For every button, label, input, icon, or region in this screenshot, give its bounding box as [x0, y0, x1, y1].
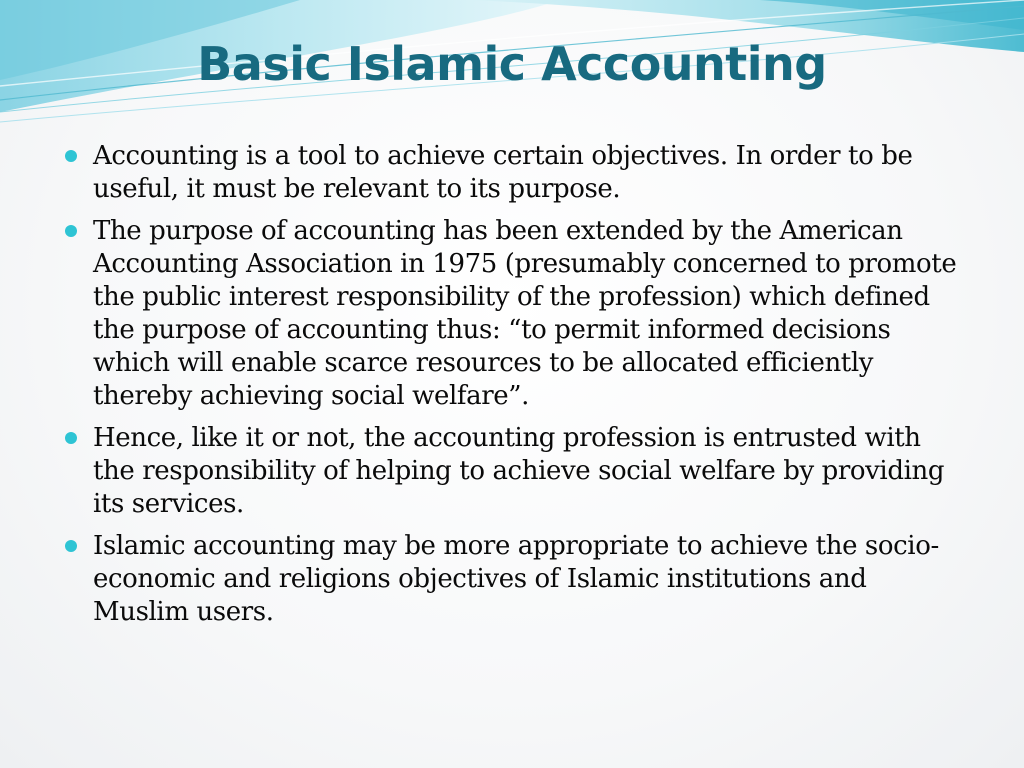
bullet-item	[62, 215, 967, 413]
bullet-item	[62, 530, 967, 629]
bullet-item	[62, 140, 967, 206]
bullet-text: Accounting is a tool to achieve certain objectives. In order to be useful, it must be relevant to its purpose.	[93, 141, 913, 204]
bullet-dot-icon	[65, 225, 77, 237]
bullet-item	[62, 422, 967, 521]
bullet-text: The purpose of accounting has been extended by the American Accounting Association in 1975 (presumably concerned to promote the public interest responsibility of the profession) which defined the purpose of accounting thus: “to permit informed decisions which will enable scarce resources to be allocated efficiently thereby achieving social welfare”.	[93, 216, 957, 411]
bullet-list	[62, 140, 967, 638]
bullet-dot-icon	[65, 540, 77, 552]
bullet-dot-icon	[65, 432, 77, 444]
slide-title: Basic Islamic Accounting	[197, 37, 827, 91]
bullet-dot-icon	[65, 150, 77, 162]
bullet-text: Hence, like it or not, the accounting profession is entrusted with the responsibility of helping to achieve social welfare by providing its services.	[93, 423, 945, 519]
bullet-text: Islamic accounting may be more appropriate to achieve the socio-economic and religions objectives of Islamic institutions and Muslim users.	[93, 531, 939, 627]
